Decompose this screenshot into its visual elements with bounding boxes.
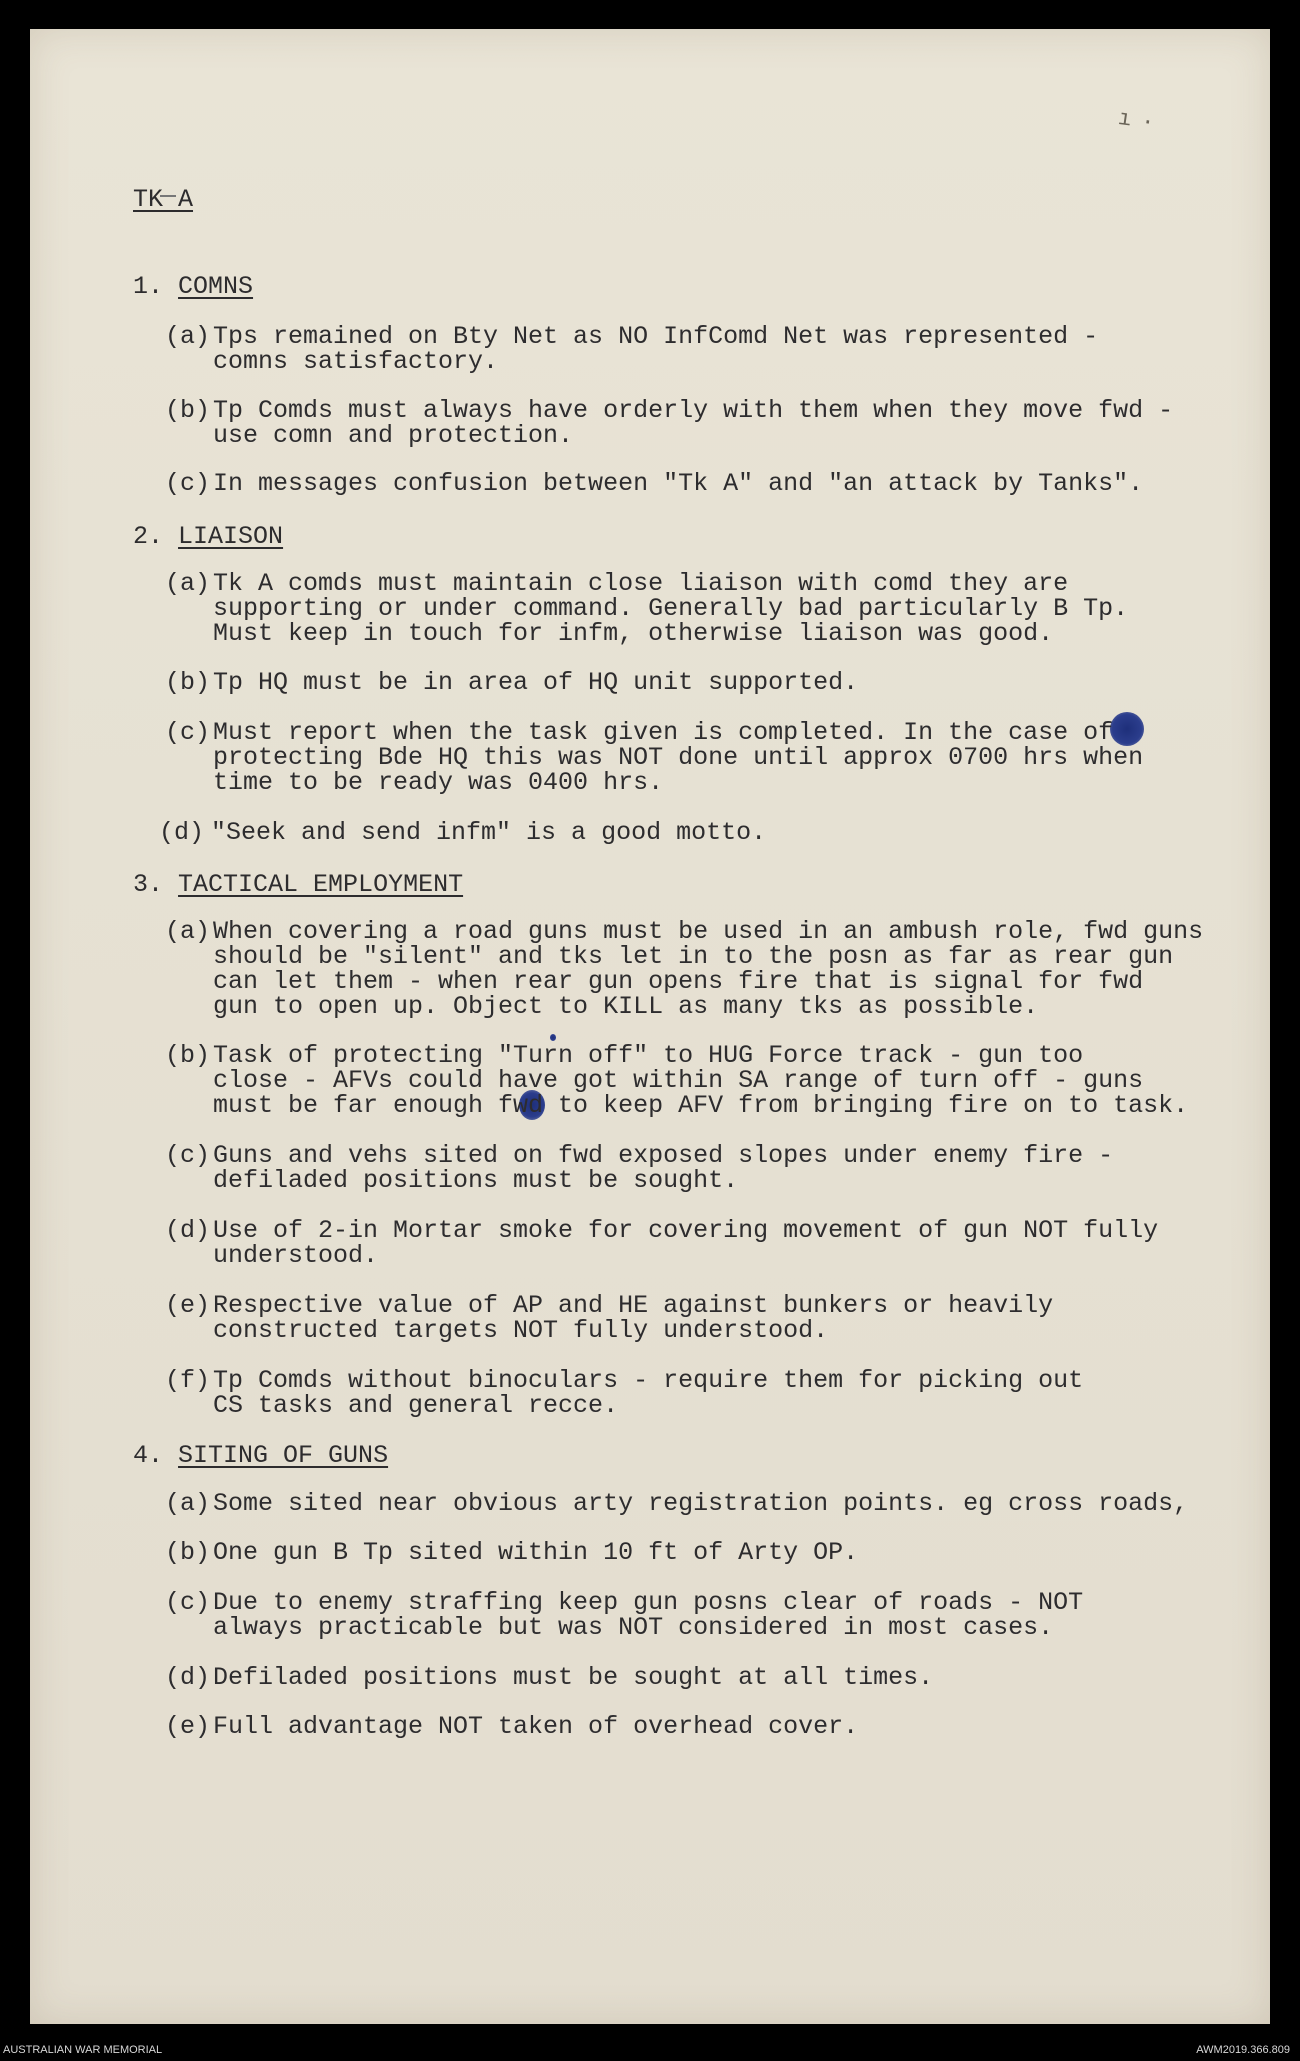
section-liaison <box>133 522 1144 847</box>
item-letter: (c) <box>165 469 211 498</box>
item-letter: (a) <box>165 322 211 351</box>
item-letter: (e) <box>165 1712 211 1741</box>
section-tactical-employment <box>133 870 1204 1420</box>
section-title <box>133 1443 388 1468</box>
section-label: LIAISON <box>178 522 284 551</box>
item-text: One gun B Tp sited within 10 ft of Arty OP. <box>213 1538 859 1567</box>
item-text: Task of protecting "Turn off" to HUG Force track - gun too close - AFVs could have got within SA range of turn off - guns must be far enough fwd to keep AFV from bringing fire on to task. <box>213 1041 1189 1120</box>
section-siting-of-guns <box>133 1441 1189 1741</box>
item-letter: (a) <box>165 917 211 946</box>
item-text: Guns and vehs sited on fwd exposed slopes under enemy fire - defiladed positions must be sought. <box>213 1141 1114 1195</box>
item-letter: (d) <box>165 1216 211 1245</box>
item-text: Defiladed positions must be sought at all times. <box>213 1663 934 1692</box>
item-letter: (d) <box>159 818 205 847</box>
item-text: Use of 2-in Mortar smoke for covering movement of gun NOT fully understood. <box>213 1216 1159 1270</box>
item-letter: (d) <box>165 1663 211 1692</box>
item-text: Due to enemy straffing keep gun posns clear of roads - NOT always practicable but was NOT considered in most cases. <box>213 1588 1084 1642</box>
document-heading: TK A <box>133 185 194 214</box>
section-number: 2. <box>133 522 164 551</box>
section-number: 1. <box>133 272 164 301</box>
section-title <box>133 524 283 549</box>
item-letter: (e) <box>165 1291 211 1320</box>
item-letter: (b) <box>165 668 211 697</box>
item-letter: (c) <box>165 718 211 747</box>
item-text: Tp Comds without binoculars - require them for picking out CS tasks and general recce. <box>213 1366 1084 1420</box>
section-label: TACTICAL EMPLOYMENT <box>178 870 464 899</box>
item-text: In messages confusion between "Tk A" and "an attack by Tanks". <box>213 469 1144 498</box>
section-number: 3. <box>133 870 164 899</box>
item-text: When covering a road guns must be used in an ambush role, fwd guns should be "silent" and tks let in to the posn as far as rear gun can let them - when rear gun opens fire that is signal for fwd gun to open up. Object to KILL as many tks as possible. <box>213 917 1204 1021</box>
item-text: Must report when the task given is completed. In the case of protecting Bde HQ this was NOT done until approx 0700 hrs when time to be ready was 0400 hrs. <box>213 718 1144 797</box>
item-text: Tp HQ must be in area of HQ unit supported. <box>213 668 859 697</box>
section-number: 4. <box>133 1441 164 1470</box>
item-text: Tp Comds must always have orderly with them when they move fwd - use comn and protection. <box>213 396 1174 450</box>
corner-pencil-mark: ı· <box>1116 105 1166 138</box>
item-text: Full advantage NOT taken of overhead cover. <box>213 1712 859 1741</box>
item-letter: (b) <box>165 1538 211 1567</box>
item-text: Tps remained on Bty Net as NO InfComd Net was represented - comns satisfactory. <box>213 322 1099 376</box>
item-text: "Seek and send infm" is a good motto. <box>211 818 767 847</box>
item-letter: (f) <box>165 1366 211 1395</box>
footer-accession-number: AWM2019.366.809 <box>1196 2044 1290 2056</box>
item-letter: (a) <box>165 569 211 598</box>
item-letter: (a) <box>165 1489 211 1518</box>
section-comns <box>133 272 1174 498</box>
item-letter: (b) <box>165 1041 211 1070</box>
section-title <box>133 872 463 897</box>
section-label: SITING OF GUNS <box>178 1441 389 1470</box>
item-letter: (b) <box>165 396 211 425</box>
archive-footer <box>0 2040 1300 2061</box>
item-letter: (c) <box>165 1588 211 1617</box>
item-text: Respective value of AP and HE against bunkers or heavily constructed targets NOT fully understood. <box>213 1291 1054 1345</box>
item-letter: (c) <box>165 1141 211 1170</box>
footer-institution: AUSTRALIAN WAR MEMORIAL <box>3 2044 163 2056</box>
section-label: COMNS <box>178 272 254 301</box>
section-title <box>133 274 253 299</box>
item-text: Tk A comds must maintain close liaison with comd they are supporting or under command. Generally bad particularly B Tp. Must keep in touch for infm, otherwise liaison was good. <box>213 569 1129 648</box>
item-text: Some sited near obvious arty registration points. eg cross roads, <box>213 1489 1189 1518</box>
